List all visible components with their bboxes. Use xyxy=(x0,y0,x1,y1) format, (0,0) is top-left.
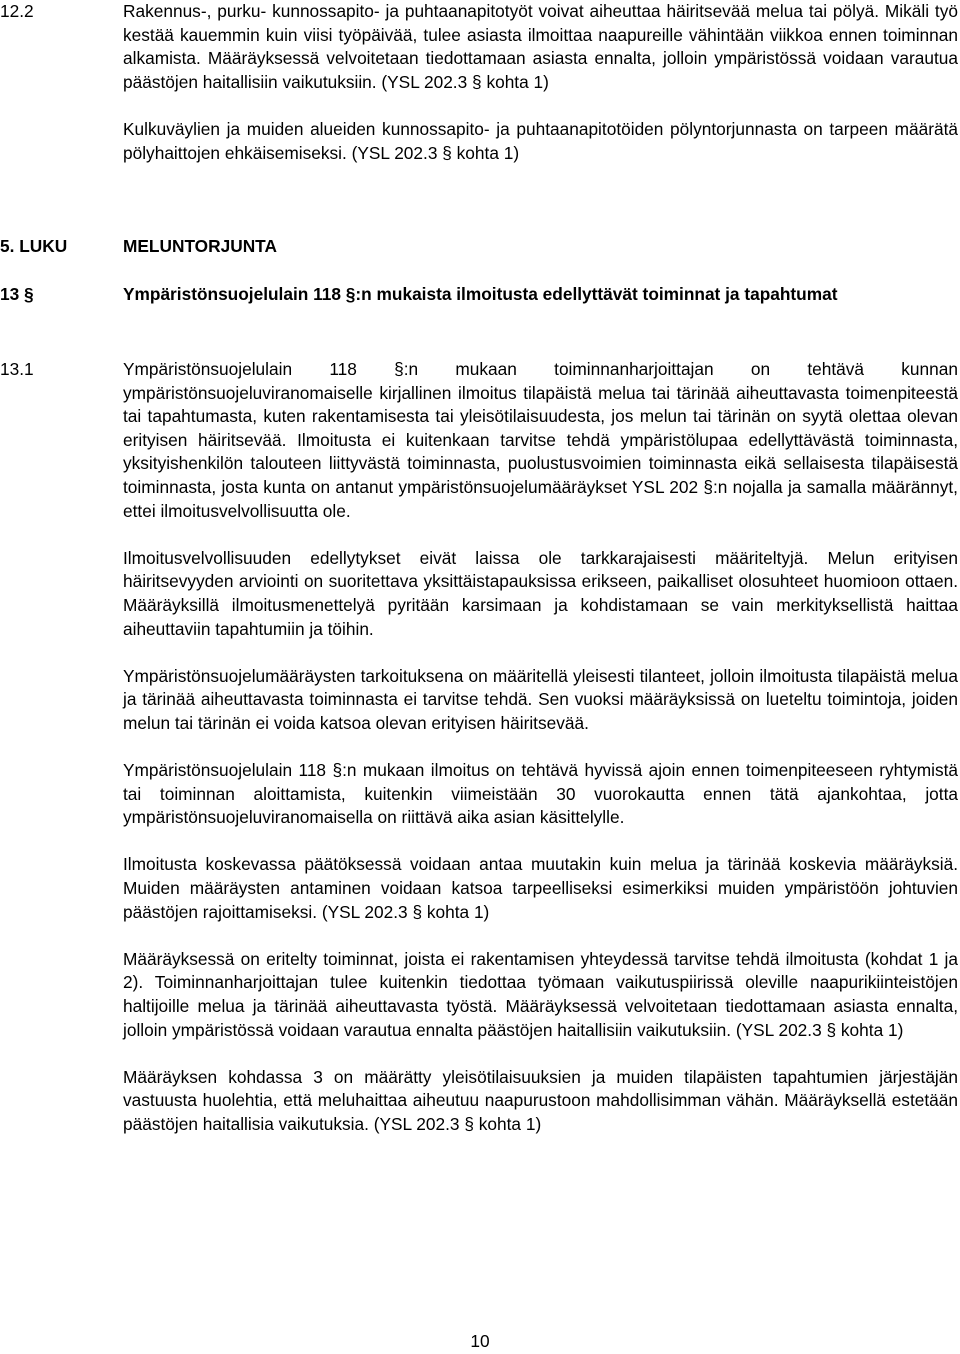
section-13-1 xyxy=(0,358,958,1160)
paragraph: Määräyksen kohdassa 3 on määrätty yleisötilaisuuksien ja muiden tilapäisten tapahtumien järjestäjän vastuusta huolehtia, että meluhaittaa aiheutuu naapurustoon mahdollisimman vähän. Määräyksellä estetään päästöjen haitallisia vaikutuksia. (YSL 202.3 § kohta 1) xyxy=(123,1066,958,1134)
section-title: Ympäristönsuojelulain 118 §:n mukaista ilmoitusta edellyttävät toiminnat ja tapahtumat xyxy=(123,284,838,304)
section-13-heading xyxy=(0,283,958,307)
paragraph: Kulkuväylien ja muiden alueiden kunnossapito- ja puhtaanapitotöiden pölyntorjunnasta on tarpeen määrätä pölyhaittojen ehkäisemiseksi. (YSL 202.3 § kohta 1) xyxy=(123,118,958,163)
paragraph: Rakennus-, purku- kunnossapito- ja puhtaanapitotyöt voivat aiheuttaa häiritsevää melua tai pölyä. Mikäli työ kestää kauemmin kuin viisi työpäivää, tulee asiasta ilmoittaa naapureille vähintään viikkoa ennen toiminnan alkamista. Määräyksessä velvoitetaan tiedottamaan asiasta ennalta, jolloin ympäristössä voidaan varautua päästöjen haitallisiin vaikutuksiin. (YSL 202.3 § kohta 1) xyxy=(123,1,958,92)
section-number: 13 § xyxy=(0,284,34,304)
section-12-2 xyxy=(0,0,958,189)
chapter-title: MELUNTORJUNTA xyxy=(123,236,277,256)
paragraph: Ilmoitusvelvollisuuden edellytykset eivät laissa ole tarkkarajaisesti määriteltyjä. Melun erityisen häiritsevyyden arviointi on suoritettava yksittäistapauksissa erikseen, paikalliset olosuhteet huomioon ottaen. Määräyksillä ilmoitusmenettelyä pyritään karsimaan ja kohdistamaan se vain merkityksellistä haittaa aiheuttaviin tapahtumiin ja töihin. xyxy=(123,547,958,639)
paragraph: Ympäristönsuojelumääräysten tarkoituksena on määritellä yleisesti tilanteet, jolloin ilmoitusta tilapäistä melua ja tärinää aiheuttavasta toiminnasta ei tarvitse tehdä. Sen vuoksi määräyksissä on lueteltu toimintoja, joiden melun tai tärinän ei voida katsoa olevan erityisen häiritsevää. xyxy=(123,665,958,733)
paragraph: Ympäristönsuojelulain 118 §:n mukaan ilmoitus on tehtävä hyvissä ajoin ennen toimenpiteeseen ryhtymistä tai toiminnan aloittamista, kuitenkin viimeistään 30 vuorokautta ennen tätä ajankohtaa, jotta ympäristönsuojeluviranomaisella on riittävä aika asian käsittelylle. xyxy=(123,760,958,828)
paragraph: Ilmoitusta koskevassa päätöksessä voidaan antaa muutakin kuin melua ja tärinää koskevia määräyksiä. Muiden määräysten antaminen voidaan katsoa tarpeelliseksi esimerkiksi muiden ympäristöön johtuvien päästöjen rajoittamiseksi. (YSL 202.3 § kohta 1) xyxy=(123,854,958,922)
paragraph: Ympäristönsuojelulain 118 §:n mukaan toiminnanharjoittajan on tehtävä kunnan ympäristönsuojeluviranomaiselle kirjallinen ilmoitus tilapäistä melua tai tärinää aiheuttavasta toimenpiteestä tai tapahtumasta, kuten rakentamisesta tai yleisötilaisuudesta, jos melun tai tärinän on syytä olettaa olevan erityisen häiritsevää. Ilmoitusta ei kuitenkaan tarvitse tehdä ympäristölupaa edellyttävästä toiminnasta, yksityishenkilön talouteen liittyvästä toiminnasta, puolustusvoimien toiminnasta eikä sellaisesta tilapäisestä toiminnasta, josta kunta on antanut ympäristönsuojelumääräykset YSL 202 §:n nojalla ja samalla määrännyt, ettei ilmoitusvelvollisuutta ole. xyxy=(123,359,958,521)
section-number: 13.1 xyxy=(0,359,34,379)
section-body xyxy=(123,0,958,165)
section-body xyxy=(123,358,958,1137)
paragraph: Määräyksessä on eritelty toiminnat, joista ei rakentamisen yhteydessä tarvitse tehdä ilmoitusta (kohdat 1 ja 2). Toiminnanharjoittajan tulee kuitenkin tiedottaa työmaan vaikutuspiirissä oleville naapurikiinteistöjen haltijoille melua ja tärinää aiheuttavasta työstä. Määräyksessä velvoitetaan tiedottamaan asiasta ennalta, jolloin ympäristössä voidaan varautua ennalta päästöjen haitallisiin vaikutuksiin. (YSL 202.3 § kohta 1) xyxy=(123,948,958,1040)
chapter-heading xyxy=(0,235,958,259)
chapter-number: 5. LUKU xyxy=(0,236,68,256)
section-number: 12.2 xyxy=(0,1,34,21)
page-number: 10 xyxy=(470,1331,490,1351)
